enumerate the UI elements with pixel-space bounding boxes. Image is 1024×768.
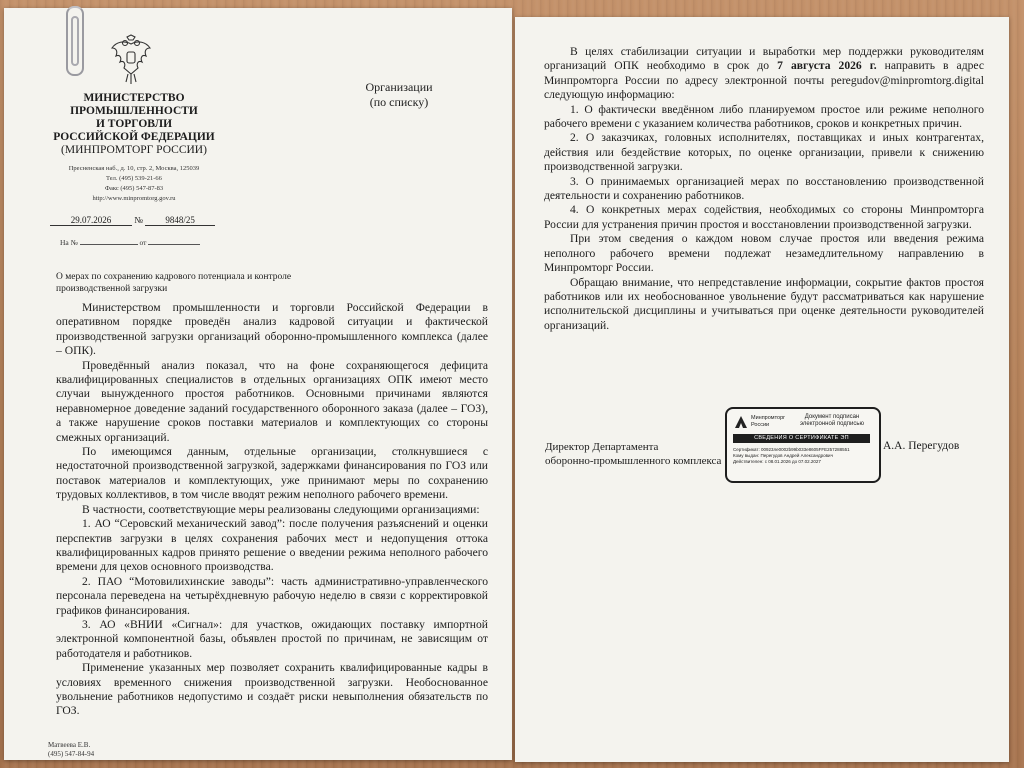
ref-from-label: от — [139, 238, 147, 247]
stamp-cert-line: Сертификат: 00923ле0002b99b033e8605FFE257288551 — [733, 447, 850, 452]
position-line: Директор Департамента — [545, 441, 659, 453]
letter-page-1 — [4, 8, 512, 760]
letter-page-2 — [515, 17, 1009, 762]
executor-phone: (495) 547-84-94 — [48, 750, 95, 758]
stamp-doc-signed: Документ подписан электронной подписью — [799, 414, 865, 427]
addressee-line: (по списку) — [369, 95, 429, 109]
ministry-line: РОССИЙСКОЙ ФЕДЕРАЦИИ — [53, 131, 215, 143]
position-line: оборонно-промышленного комплекса — [545, 455, 722, 467]
letter-date: 29.07.2026 — [50, 215, 132, 226]
paragraph: Проведённый анализ показал, что на фоне сохраняющегося дефицита квалифицированных специалистов в отдельных организациях ОПК имеют место случаи вынужденного простоя работников. Основными причинами являются неравномерное доведение заданий государственного оборонного заказа (далее – ГОЗ), а также нарушение сроков поставки материалов и комплектующих со стороны смежных организаций. — [56, 358, 488, 444]
ref-label: На № — [60, 238, 78, 247]
paragraph: 3. О принимаемых организацией мерах по восстановлению производственной деятельности и сохранению работников. — [544, 174, 984, 203]
ref-date-blank — [148, 244, 200, 245]
fax: Факс (495) 547-87-83 — [104, 185, 164, 192]
coat-of-arms-emblem — [108, 34, 154, 86]
electronic-signature-stamp — [725, 407, 881, 483]
stamp-cert-lines — [733, 447, 873, 465]
ministry-line: МИНИСТЕРСТВО — [83, 92, 185, 104]
paragraph: 2. ПАО “Мотовилихинские заводы”: часть административно-управленческого персонала переведена на четырёхдневную рабочую неделю в связи с корректировкой графиков финансирования. — [56, 574, 488, 617]
reference-line — [60, 238, 200, 247]
stamp-org: Минпромторг России — [751, 415, 786, 428]
addressee-line: Организации — [365, 80, 433, 94]
phone: Тел. (495) 539-21-66 — [106, 175, 162, 182]
ministry-name-block — [44, 92, 224, 157]
signatory-position — [545, 440, 721, 468]
stamp-cert-line: Кому выдан: Перегудов Андрей Александрович — [733, 453, 833, 458]
letter-body-page-2 — [544, 45, 984, 333]
paragraph: 3. АО «ВНИИ «Сигнал»: для участков, ожидающих поставку импортной электронной компонентной базы, объявлен простой по причинам, не зависящим от работодателя и работников. — [56, 617, 488, 660]
letter-subject: О мерах по сохранению кадрового потенциала и контроле производственной загрузки — [56, 272, 292, 294]
ministry-contacts — [34, 164, 234, 204]
ministry-short-name: (МИНПРОМТОРГ РОССИИ) — [61, 144, 207, 156]
executor-name: Матвеева Е.В. — [48, 741, 91, 749]
paragraph: При этом сведения о каждом новом случае простоя или введения режима неполного рабочего времени подлежат незамедлительному направлению в Минпромторг России. — [544, 232, 984, 275]
ref-number-blank — [80, 244, 138, 245]
signatory-name: А.А. Перегудов — [883, 440, 960, 452]
paragraph: 1. О фактически введённом либо планируемом простое или режиме неполного рабочего времени с указанием количества работников, сроков и конкретных причин. — [544, 102, 984, 131]
paragraph: 2. О заказчиках, головных исполнителях, поставщиках и иных контрагентах, действия или бездействие которых, по оценке организации, привели к снижению производственной загрузки. — [544, 131, 984, 174]
website: http://www.minpromtorg.gov.ru — [92, 195, 176, 202]
registration-line — [50, 215, 250, 226]
paragraph: Министерством промышленности и торговли Российской Федерации в оперативном порядке проведён анализ кадровой ситуации и фактической производственной загрузки организаций оборонно-промышленного комплекса (далее – ОПК). — [56, 301, 488, 358]
deadline-date: 7 августа 2026 г. — [777, 59, 877, 73]
paragraph — [544, 45, 984, 103]
paragraph: В частности, соответствующие меры реализованы следующими организациями: — [82, 502, 480, 516]
paper-clip — [66, 6, 84, 76]
paragraph-text: направить в адрес Минпромторга России по адресу электронной почты peregudov@minpromtorg.digital следующую информацию: — [544, 59, 984, 102]
paragraph: 1. АО “Серовский механический завод”: после получения разъяснений и оценки перспектив загрузки в целях сохранения рабочих мест и недопущения оттока квалифицированных кадров принято решение о введении режима неполного рабочего времени для цехов основного производства. — [56, 517, 488, 574]
addressee — [344, 80, 454, 110]
paragraph: Применение указанных мер позволяет сохранить квалифицированные кадры в условиях временного снижения производственной загрузки. Необоснованное увольнение работников недопустимо и создаёт риски невыполнения обязательств по ГОЗ. — [56, 661, 488, 718]
address: Пресненская наб., д. 10, стр. 2, Москва, 125039 — [68, 165, 200, 172]
letter-body-page-1 — [56, 301, 488, 719]
ministry-logo-icon — [734, 415, 748, 429]
ministry-line: ПРОМЫШЛЕННОСТИ — [70, 105, 198, 117]
stamp-cert-band: СВЕДЕНИЯ О СЕРТИФИКАТЕ ЭП — [733, 434, 870, 443]
paragraph: 4. О конкретных мерах содействия, необходимых со стороны Минпромторга России для устранения причин простоя и восстановлении производственной загрузки. — [544, 203, 984, 231]
paragraph: Обращаю внимание, что непредставление информации, сокрытие фактов простоя работников или их необоснованное увольнение будут рассматриваться как нарушение исполнительской дисциплины и учитываться при оценке деятельности руководителей организаций. — [544, 275, 984, 332]
letter-number: 9848/25 — [145, 215, 215, 226]
paragraph: По имеющимся данным, отдельные организации, столкнувшиеся с недостаточной производственной загрузкой, задержками финансирования по ГОЗ или поставок материалов и комплектующих, уже принимают меры по сохранению трудовых коллективов, в том числе вводят режим неполного рабочего времени. — [56, 445, 488, 502]
paragraph-text: В целях стабилизации ситуации и выработки мер поддержки руководителям организаций ОПК необходимо в срок до — [544, 45, 984, 73]
ministry-line: И ТОРГОВЛИ — [95, 118, 173, 130]
stamp-cert-line: Действителен: с 08.01.2026 до 07.02.2027 — [733, 459, 821, 464]
number-label: № — [134, 215, 143, 225]
executor-info — [48, 741, 94, 759]
